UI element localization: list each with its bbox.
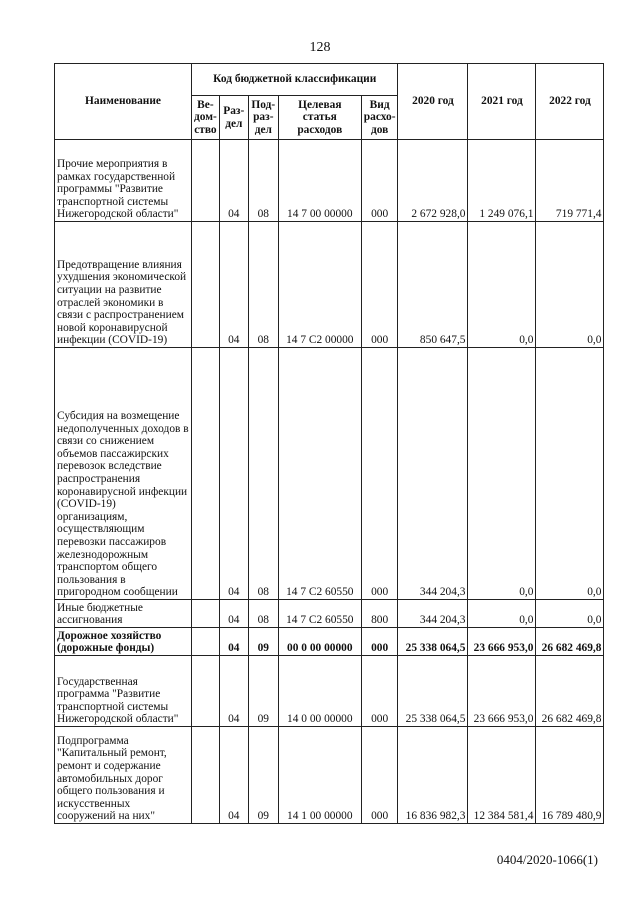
row-csr: 00 0 00 00000 [278,628,361,656]
row-ved [192,628,220,656]
row-2020: 344 204,3 [398,348,468,600]
document-code: 0404/2020-1066(1) [496,852,598,867]
row-podrazdel: 09 [248,656,278,727]
row-2022: 0,0 [536,600,604,628]
row-podrazdel: 09 [248,727,278,824]
row-2022: 719 771,4 [536,140,604,222]
budget-table [54,63,604,824]
row-vr: 000 [361,222,398,348]
row-razdel: 04 [219,140,248,222]
row-2020: 344 204,3 [398,600,468,628]
row-csr: 14 7 C2 60550 [278,600,361,628]
row-2022: 0,0 [536,222,604,348]
row-razdel: 04 [219,656,248,727]
header-2022: 2022 год [536,64,604,140]
row-2021: 0,0 [468,222,536,348]
row-vr: 000 [361,656,398,727]
row-name: Субсидия на возмещение недополученных доходов в связи со снижением объемов пассажирских перевозок вследствие распространения коронавирусной инфекции (COVID-19) организациям, осуществляющим перевозки пассажиров железнодорожным транспортом общего пользования в пригородном сообщении [55,348,192,600]
row-podrazdel: 09 [248,628,278,656]
header-vedomstvo: Ве- дом- ство [192,96,220,140]
row-vr: 000 [361,628,398,656]
header-celevaya: Целевая статья расходов [278,96,361,140]
row-vr: 000 [361,348,398,600]
row-name: Подпрограмма "Капитальный ремонт, ремонт и содержание автомобильных дорог общего пользования и искусственных сооружений на них" [55,727,192,824]
row-ved [192,656,220,727]
row-2022: 16 789 480,9 [536,727,604,824]
header-name: Наименование [55,64,192,140]
header-code-group: Код бюджетной классификации [192,64,398,96]
table-row [55,600,604,628]
row-vr: 000 [361,140,398,222]
table-row [55,727,604,824]
header-razdel: Раз- дел [219,96,248,140]
row-ved [192,600,220,628]
row-2020: 2 672 928,0 [398,140,468,222]
page-number: 128 [309,40,331,55]
header-podrazdel: Под- раз- дел [248,96,278,140]
row-ved [192,222,220,348]
row-2020: 25 338 064,5 [398,656,468,727]
row-razdel: 04 [219,600,248,628]
row-2020: 850 647,5 [398,222,468,348]
table-row [55,140,604,222]
row-razdel: 04 [219,727,248,824]
table-row [55,222,604,348]
row-2021: 0,0 [468,600,536,628]
row-name: Предотвращение влияния ухудшения экономической ситуации на развитие отраслей экономики в связи с распространением новой коронавирусной инфекции (COVID-19) [55,222,192,348]
row-ved [192,140,220,222]
row-podrazdel: 08 [248,140,278,222]
row-2020: 25 338 064,5 [398,628,468,656]
table-row [55,656,604,727]
header-2020: 2020 год [398,64,468,140]
row-2021: 1 249 076,1 [468,140,536,222]
header-vid: Вид расхо- дов [361,96,398,140]
row-podrazdel: 08 [248,600,278,628]
row-csr: 14 7 00 00000 [278,140,361,222]
row-name: Иные бюджетные ассигнования [55,600,192,628]
row-csr: 14 7 C2 60550 [278,348,361,600]
row-podrazdel: 08 [248,348,278,600]
row-2020: 16 836 982,3 [398,727,468,824]
row-name: Прочие мероприятия в рамках государственной программы "Развитие транспортной системы Нижегородской области" [55,140,192,222]
row-csr: 14 1 00 00000 [278,727,361,824]
row-razdel: 04 [219,628,248,656]
row-ved [192,348,220,600]
row-ved [192,727,220,824]
row-csr: 14 7 C2 00000 [278,222,361,348]
row-2021: 23 666 953,0 [468,628,536,656]
row-razdel: 04 [219,348,248,600]
row-razdel: 04 [219,222,248,348]
row-vr: 800 [361,600,398,628]
table-row [55,628,604,656]
row-name: Дорожное хозяйство (дорожные фонды) [55,628,192,656]
row-2022: 26 682 469,8 [536,628,604,656]
row-csr: 14 0 00 00000 [278,656,361,727]
row-vr: 000 [361,727,398,824]
header-2021: 2021 год [468,64,536,140]
row-2022: 0,0 [536,348,604,600]
table-row [55,348,604,600]
row-2021: 23 666 953,0 [468,656,536,727]
row-2022: 26 682 469,8 [536,656,604,727]
row-name: Государственная программа "Развитие транспортной системы Нижегородской области" [55,656,192,727]
row-podrazdel: 08 [248,222,278,348]
row-2021: 12 384 581,4 [468,727,536,824]
row-2021: 0,0 [468,348,536,600]
